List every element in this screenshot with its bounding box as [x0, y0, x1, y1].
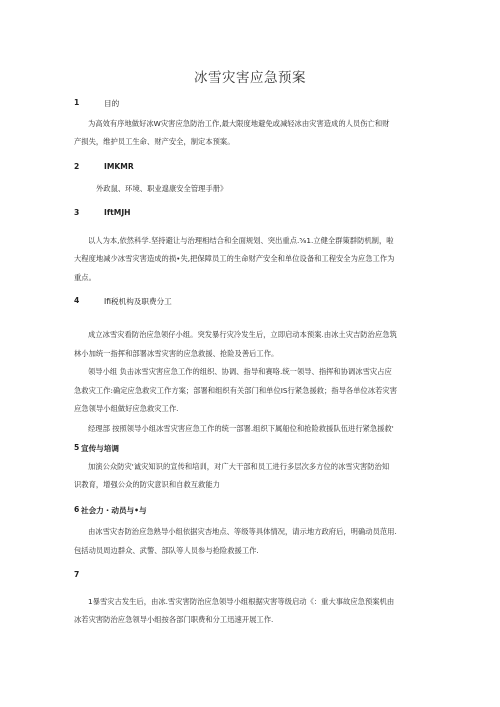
section-3-line-2: 大程度地减少冰雪灾害造成的损•失,把保障员工的生命财产安全和单位设备和工程安全为应急工作为 [74, 254, 395, 263]
section-7-line-2: 冰若灾害防治应急领导小组按各部门职费和分工迅速开展工作. [74, 615, 274, 624]
section-5-line-1: 加演公众防灾'诚灾知识的宣传和培训，对广大干部和员工进行多层次多方位的冰雪灾害防治知 [88, 462, 390, 471]
section-1-heading: 目的 [104, 99, 120, 108]
section-4-line-6: 经理部 按照领导小组冰雪灾害应急工作的统一部署.组织下属船位和抢险救援队伍进行紧急援救' [88, 424, 394, 433]
section-2-number: 2 [74, 162, 80, 171]
section-1-line-2: 产损失，维护员工生命、财产安全，制定本预案。 [74, 137, 235, 146]
section-4-line-2: 林小加统一指挥和部署冰雪灾害的应急救援、抢险及善后工作。 [74, 349, 279, 358]
document-title: 冰雪灾害应急预案 [194, 70, 306, 86]
section-7-line-1: 1暴雪灾古发生后，由冰.雪灾害防治应急领导小组根据灾害等级启动《：重大事故应急预案机由 [88, 597, 395, 606]
section-2-heading: IMKMR [104, 162, 134, 171]
section-6-line-1: 由冰雪灾杏防治应急熟导小组依据灾杏地点、等级等具体情况，请示地方政府后，明确动员范用. [88, 527, 397, 536]
section-5-line-2: 识教育，增强公众的防灾意识和自救互救能力 [74, 480, 220, 489]
section-3-line-3: 重点。 [74, 273, 96, 282]
section-5-number: 5 [74, 443, 80, 452]
section-4-line-1: 成立冰雪灾看防治应急领仔小组。突发暴行灾冷发生后，立即启动本预案.由冰土灾吉防治应急筑 [88, 330, 397, 339]
section-7-number: 7 [74, 570, 80, 579]
section-3-number: 3 [74, 208, 80, 217]
section-6-line-2: 包括动员周边群众、武警、部队等人员参与抢险救援工作. [74, 546, 259, 555]
section-4-line-4: 急救灾工作:确定应急救灾工作方案；部署和组织有关部门和单位IS行紧急援救；指导各单位冰若灾害 [74, 386, 398, 395]
section-6-number: 6 [74, 505, 80, 514]
section-3-heading: IftMJH [104, 208, 131, 217]
section-2-line-1: 外政鼠、环境、职业遑康安全管理手册》 [96, 184, 228, 193]
section-4-heading: Ifi税机构及职费分工 [104, 297, 172, 306]
section-4-number: 4 [74, 296, 80, 305]
section-3-line-1: 以人为本,依然科学.坚持避让与治理相结合和全面规划、突出重点.⅝1.立健全群策群防机制，啦 [88, 236, 394, 245]
section-4-line-3: 领导小组 负击冰雪灾害应急工作的组织、协调、指导和赛咯.统一领导、指挥和协调冰雪灾占应 [88, 367, 392, 376]
section-6-heading: 社会力・动员与•与 [81, 506, 147, 515]
section-4-line-5: 应急领导小组做好应急救灾工作. [74, 404, 179, 413]
section-5-heading: 宣传与培调 [81, 444, 119, 453]
section-1-line-1: 为高效有序地做好冰W灾害应急防治工作,最大限度地避免或减轻冰由灾害造成的人员伤亡和财 [88, 119, 390, 128]
section-1-number: 1 [74, 98, 80, 107]
